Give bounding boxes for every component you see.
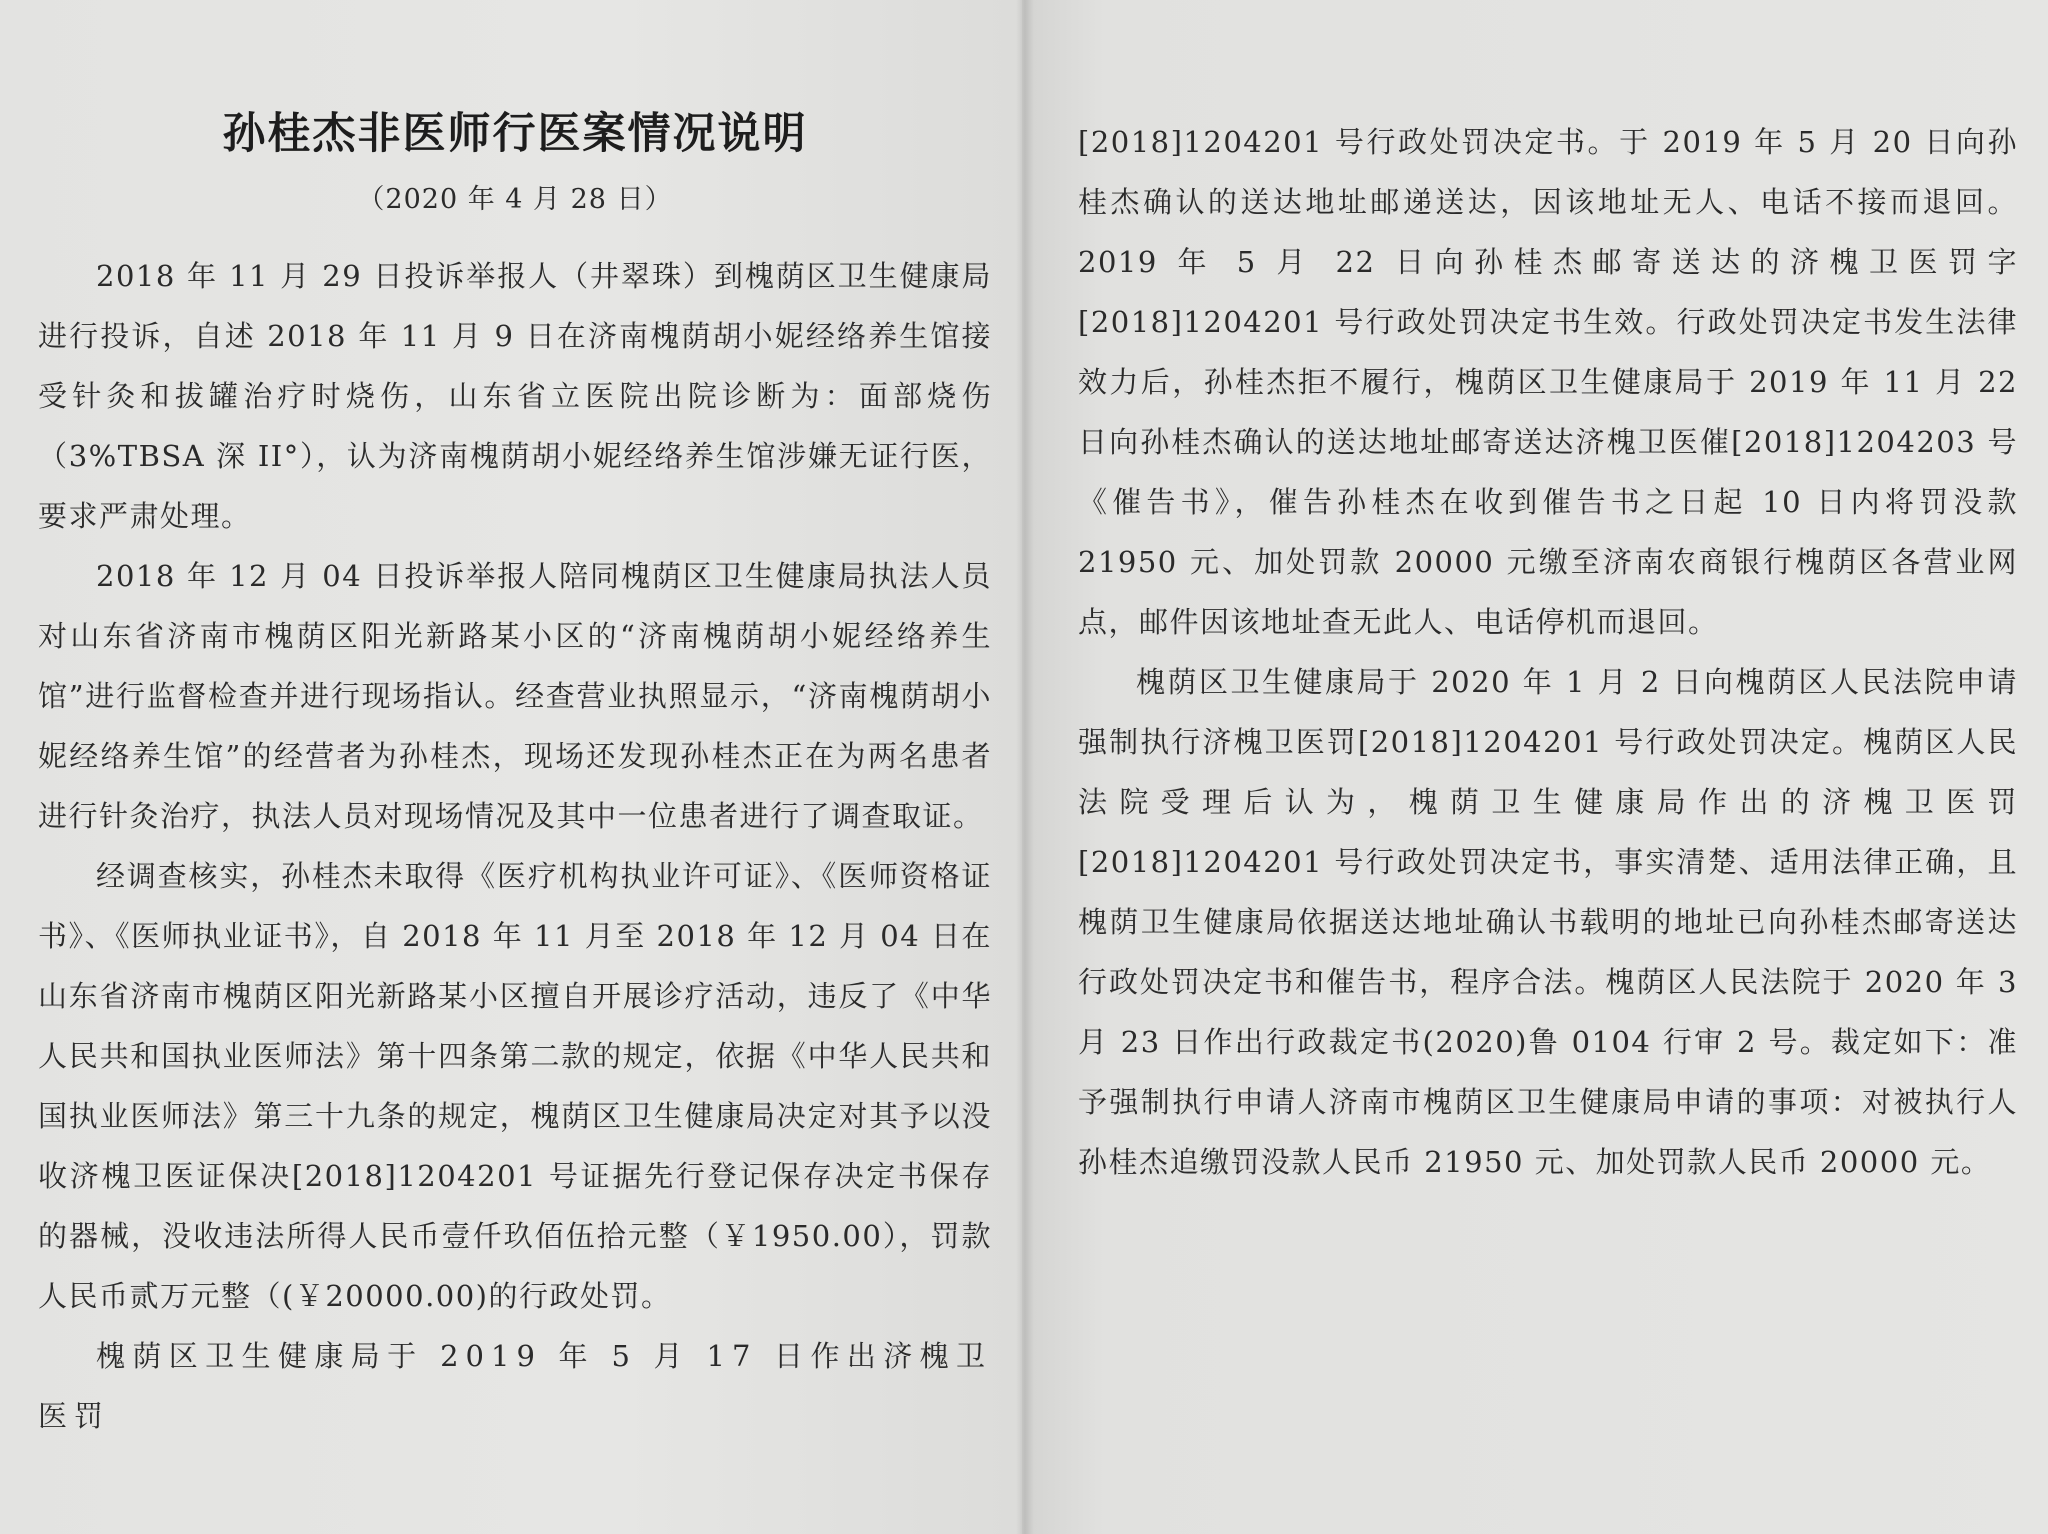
paragraph-penalty-decision-start: 槐荫区卫生健康局于 2019 年 5 月 17 日作出济槐卫医罚 xyxy=(38,1339,992,1433)
paragraph-inspection: 2018 年 12 月 04 日投诉举报人陪同槐荫区卫生健康局执法人员对山东省济南市槐荫区阳光新路某小区的“济南槐荫胡小妮经络养生馆”进行监督检查并进行现场指认。经查营业执照显示，“济南槐荫胡小妮经络养生馆”的经营者为孙桂杰，现场还发现孙桂杰正在为两名患者进行针灸治疗，执法人员对现场情况及其中一位患者进行了调查取证。 xyxy=(38,559,992,833)
paragraph-court-enforcement: 槐荫区卫生健康局于 2020 年 1 月 2 日向槐荫区人民法院申请强制执行济槐卫医罚[2018]1204201 号行政处罚决定。槐荫区人民法院受理后认为，槐荫卫生健康局作出的济槐卫医罚[2018]1204201 号行政处罚决定书，事实清楚、适用法律正确，且槐荫卫生健康局依据送达地址确认书载明的地址已向孙桂杰邮寄送达行政处罚决定书和催告书，程序合法。槐荫区人民法院于 2020 年 3 月 23 日作出行政裁定书(2020)鲁 0104 行审 2 号。裁定如下：准予强制执行申请人济南市槐荫区卫生健康局申请的事项：对被执行人孙桂杰追缴罚没款人民币 21950 元、加处罚款人民币 20000 元。 xyxy=(1078,665,2018,1179)
paragraph-penalty-decision-continued: [2018]1204201 号行政处罚决定书。于 2019 年 5 月 20 日向孙桂杰确认的送达地址邮递送达，因该地址无人、电话不接而退回。2019 年 5 月 22 日向孙桂杰邮寄送达的济槐卫医罚字[2018]1204201 号行政处罚决定书生效。行政处罚决定书发生法律效力后，孙桂杰拒不履行，槐荫区卫生健康局于 2019 年 11 月 22 日向孙桂杰确认的送达地址邮寄送达济槐卫医催[2018]1204203 号《催告书》，催告孙桂杰在收到催告书之日起 10 日内将罚没款 21950 元、加处罚款 20000 元缴至济南农商银行槐荫区各营业网点，邮件因该地址查无此人、电话停机而退回。 xyxy=(1078,125,2018,639)
paragraph-investigation: 经调查核实，孙桂杰未取得《医疗机构执业许可证》、《医师资格证书》、《医师执业证书》，自 2018 年 11 月至 2018 年 12 月 04 日在山东省济南市槐荫区阳光新路某小区擅自开展诊疗活动，违反了《中华人民共和国执业医师法》第十四条第二款的规定，依据《中华人民共和国执业医师法》第三十九条的规定，槐荫区卫生健康局决定对其予以没收济槐卫医证保决[2018]1204201 号证据先行登记保存决定书保存的器械，没收违法所得人民币壹仟玖佰伍拾元整（￥1950.00），罚款人民币贰万元整（(￥20000.00)的行政处罚。 xyxy=(38,859,992,1313)
right-page xyxy=(1022,0,2048,1534)
paragraph-complaint: 2018 年 11 月 29 日投诉举报人（井翠珠）到槐荫区卫生健康局进行投诉，自述 2018 年 11 月 9 日在济南槐荫胡小妮经络养生馆接受针灸和拔罐治疗时烧伤，山东省立医院出院诊断为：面部烧伤（3%TBSA 深 II°），认为济南槐荫胡小妮经络养生馆涉嫌无证行医，要求严肃处理。 xyxy=(38,259,992,533)
left-page xyxy=(0,0,1022,1534)
document-title: 孙桂杰非医师行医案情况说明 xyxy=(222,109,808,159)
page-gutter xyxy=(1016,0,1034,1534)
document-date: （2020 年 4 月 28 日） xyxy=(357,184,673,215)
